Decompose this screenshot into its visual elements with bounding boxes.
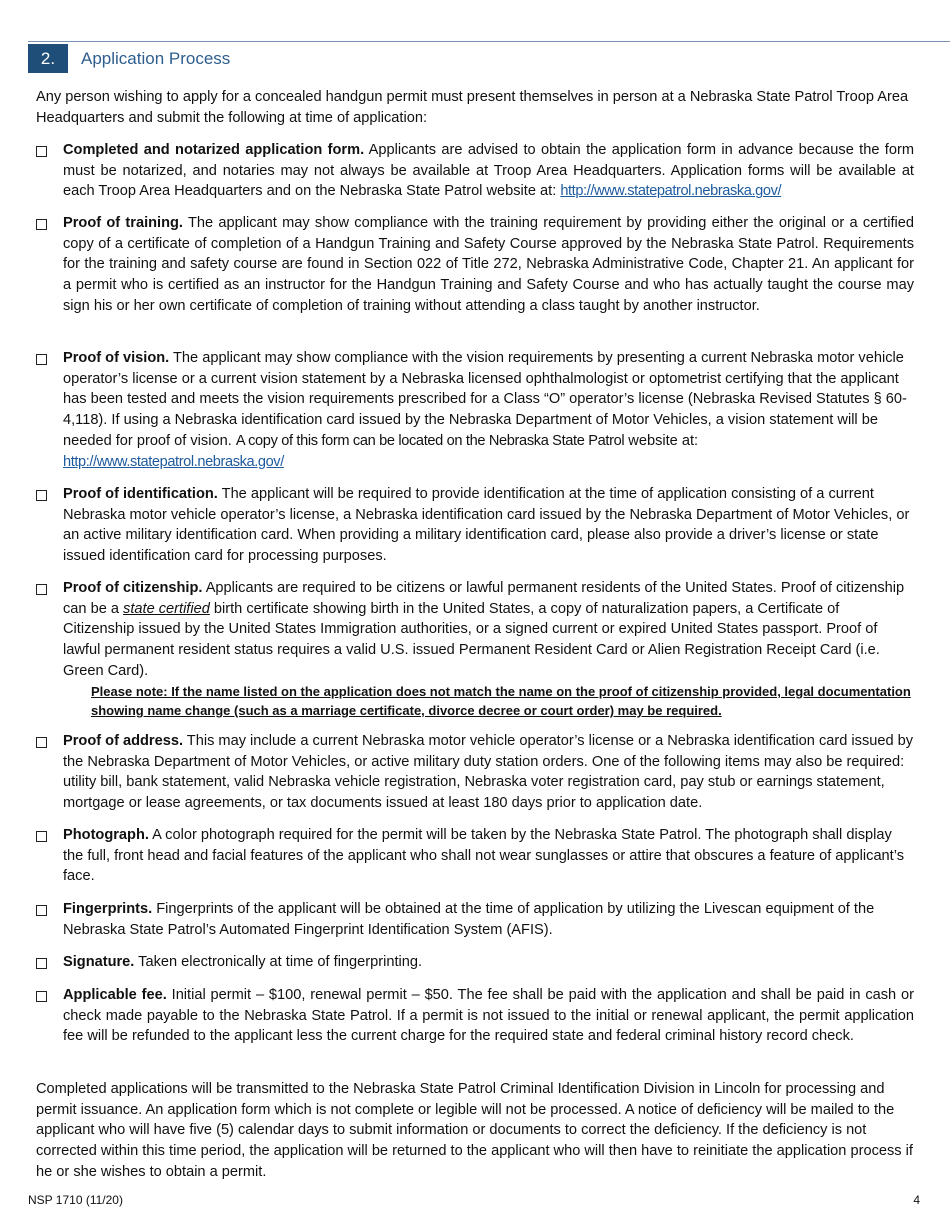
item-title: Proof of address. <box>63 733 184 749</box>
item-text: The applicant may show compliance with the vision requirements by presenting a current Nebraska motor vehicle operator’s license or a current vision statement by a Nebraska licensed ophthalmologist or optometrist certifying that the applicant has been tested and meets the vision requirements prescribed for a Class “O” operator’s license (Nebraska Revised Statutes § 60-4,118). If using a Nebraska identification card issued by the Nebraska Department of Motor Vehicles, a vision statement will be needed for proof of vision. <box>63 350 907 449</box>
checklist-item-identification <box>36 484 914 567</box>
footer-page-number: 4 <box>913 1193 920 1207</box>
item-title: Fingerprints. <box>63 901 153 917</box>
section-number: 2. <box>28 44 68 73</box>
item-title: Proof of identification. <box>63 486 218 502</box>
item-text-website: website at: <box>624 432 699 449</box>
checklist-item-citizenship <box>36 578 914 721</box>
section-title: Application Process <box>81 49 231 68</box>
state-certified-emphasis: state certified <box>123 600 210 617</box>
item-text-cont: birth certificate showing birth in the United States, a copy of naturalization papers, a Certificate of Citizenship issued by the United States Immigration authorities, or a signed current or expired United States passport. Proof of lawful permanent resident status requires a valid U.S. issued Permanent Resident Card or Alien Registration Receipt Card (i.e. Green Card). <box>63 600 880 679</box>
checkbox-icon[interactable] <box>36 146 47 157</box>
checkbox-icon[interactable] <box>36 905 47 916</box>
checklist-item-fingerprints <box>36 899 914 940</box>
checklist-item-fee <box>36 985 914 1047</box>
item-text: Applicants are required to be citizens or lawful permanent residents of the United States. Proof of citizenship can be a <box>63 580 905 617</box>
checkbox-icon[interactable] <box>36 490 47 501</box>
item-title: Completed and notarized application form. <box>63 142 365 158</box>
item-title: Proof of training. <box>63 215 183 231</box>
statepatrol-link[interactable]: http://www.statepatrol.nebraska.gov/ <box>560 183 782 200</box>
item-text: Taken electronically at time of fingerprinting. <box>134 954 423 970</box>
intro-paragraph: Any person wishing to apply for a concealed handgun permit must present themselves in person at a Nebraska State Patrol Troop Area Headquarters and submit the following at time of application: <box>36 89 909 126</box>
item-text-form-location: A copy of this form can be located on the Nebraska State Patrol <box>235 432 625 449</box>
item-title: Proof of citizenship. <box>63 580 203 596</box>
checkbox-icon[interactable] <box>36 737 47 748</box>
checkbox-icon[interactable] <box>36 354 47 365</box>
item-title: Signature. <box>63 954 135 970</box>
checklist-item-form <box>36 140 914 202</box>
item-text: The applicant may show compliance with the training requirement by providing either the original or a certified copy of a certificate of completion of a Handgun Training and Safety Course approved by the Nebraska State Patrol. Requirements for the training and safety course are found in Section 022 of Title 272, Nebraska Administrative Code, Chapter 21. An applicant for a permit who is certified as an instructor for the Handgun Training and Safety Course and who has actually taught the course may sign his or her own certificate of completion of training without attending a class taught by another instructor. <box>63 215 914 314</box>
item-title: Proof of vision. <box>63 350 170 366</box>
item-text: Initial permit – $100, renewal permit – $50. The fee shall be paid with the application and shall be paid in cash or check made payable to the Nebraska State Patrol. If a permit is not issued to the initial or renewal applicant, the permit application fee will be refunded to the applicant less the current charge for the required state and federal criminal history record check. <box>63 987 914 1045</box>
checklist-item-training <box>36 213 914 317</box>
footer-form-id: NSP 1710 (11/20) <box>28 1193 123 1207</box>
closing-paragraph: Completed applications will be transmitted to the Nebraska State Patrol Criminal Identification Division in Lincoln for processing and permit issuance. An application form which is not complete or legible will not be processed. A notice of deficiency will be mailed to the applicant who will have five (5) calendar days to submit information or documents to correct the deficiency. If the deficiency is not corrected within this time period, the application will be returned to the applicant who will then have to reinitiate the application process if he or she wishes to obtain a permit. <box>36 1081 913 1180</box>
item-text: A color photograph required for the permit will be taken by the Nebraska State Patrol. The photograph shall display the full, front head and facial features of the applicant who shall not wear sunglasses or attire that obscures a feature of applicant’s face. <box>63 827 905 885</box>
header-rule <box>28 41 950 42</box>
checklist-item-photograph <box>36 825 914 887</box>
checklist-item-signature <box>36 952 914 973</box>
item-title: Applicable fee. <box>63 987 167 1003</box>
item-text: Applicants are advised to obtain the application form in advance because the form must be notarized, and notaries may not always be available at Troop Area Headquarters. Application forms will be available at each Troop Area Headquarters and on the Nebraska State Patrol website at: <box>63 142 914 200</box>
checkbox-icon[interactable] <box>36 584 47 595</box>
item-text: The applicant will be required to provide identification at the time of application consisting of a current Nebraska motor vehicle operator’s license, a Nebraska identification card issued by the Nebraska Department of Motor Vehicles, or an active military identification card. When providing a military identification card, please also provide a driver’s license or state issued identification card for processing purposes. <box>63 486 910 565</box>
checkbox-icon[interactable] <box>36 219 47 230</box>
checkbox-icon[interactable] <box>36 958 47 969</box>
statepatrol-link[interactable]: http://www.statepatrol.nebraska.gov/ <box>63 453 284 470</box>
item-title: Photograph. <box>63 827 149 843</box>
checkbox-icon[interactable] <box>36 831 47 842</box>
citizenship-note: Please note: If the name listed on the application does not match the name on the proof of citizenship provided, legal documentation showing name change (such as a marriage certificate, divorce decree or court order) may be required. <box>91 683 911 719</box>
item-text: This may include a current Nebraska motor vehicle operator’s license or a Nebraska identification card issued by the Nebraska Department of Motor Vehicles, or active military duty station orders. One of the following items may also be required: utility bill, bank statement, valid Nebraska vehicle registration, Nebraska voter registration card, pay stub or earnings statement, mortgage or lease agreements, or tax documents issued at least 180 days prior to application date. <box>63 733 914 812</box>
checkbox-icon[interactable] <box>36 991 47 1002</box>
checklist-item-vision <box>36 348 914 472</box>
item-text: Fingerprints of the applicant will be obtained at the time of application by utilizing the Livescan equipment of the Nebraska State Patrol’s Automated Fingerprint Identification System (AFIS). <box>63 901 875 938</box>
checklist-item-address <box>36 731 914 814</box>
